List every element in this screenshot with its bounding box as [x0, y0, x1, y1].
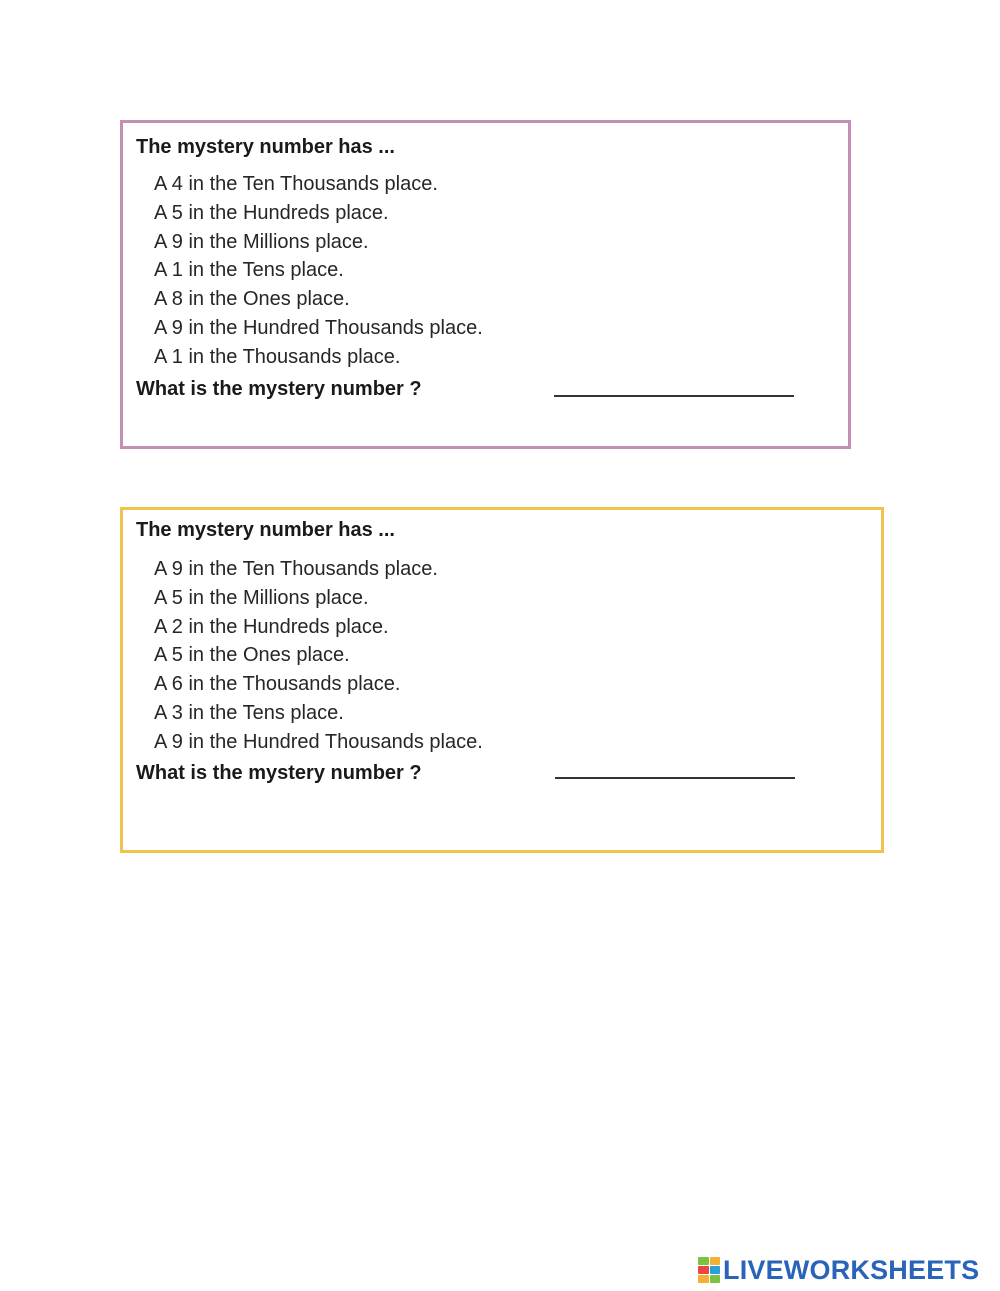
clue-item: A 1 in the Thousands place. [154, 345, 401, 368]
clue-item: A 2 in the Hundreds place. [154, 615, 389, 638]
puzzle-question: What is the mystery number ? [136, 378, 422, 400]
clue-item: A 8 in the Ones place. [154, 288, 350, 311]
clue-item: A 9 in the Ten Thousands place. [154, 558, 438, 580]
mystery-number-box-2 [120, 507, 884, 853]
clue-list [154, 555, 483, 757]
clue-item: A 5 in the Ones place. [154, 644, 350, 667]
liveworksheets-logo [698, 1255, 979, 1285]
clue-list [154, 170, 483, 372]
clue-item: A 9 in the Hundred Thousands place. [154, 730, 483, 753]
answer-field[interactable] [554, 395, 794, 397]
mystery-number-box-1 [120, 120, 851, 449]
answer-field[interactable] [555, 777, 795, 779]
puzzle-heading: The mystery number has ... [136, 519, 395, 541]
clue-item: A 5 in the Hundreds place. [154, 201, 389, 224]
clue-item: A 1 in the Tens place. [154, 259, 344, 282]
clue-item: A 6 in the Thousands place. [154, 673, 401, 696]
clue-item: A 9 in the Millions place. [154, 230, 369, 253]
clue-item: A 3 in the Tens place. [154, 701, 344, 724]
puzzle-question: What is the mystery number ? [136, 762, 422, 784]
puzzle-heading: The mystery number has ... [136, 136, 395, 158]
logo-text: LIVEWORKSHEETS [723, 1255, 980, 1285]
clue-item: A 9 in the Hundred Thousands place. [154, 316, 483, 339]
clue-item: A 5 in the Millions place. [154, 586, 369, 609]
liveworksheets-logo-icon [698, 1257, 720, 1283]
clue-item: A 4 in the Ten Thousands place. [154, 173, 438, 195]
